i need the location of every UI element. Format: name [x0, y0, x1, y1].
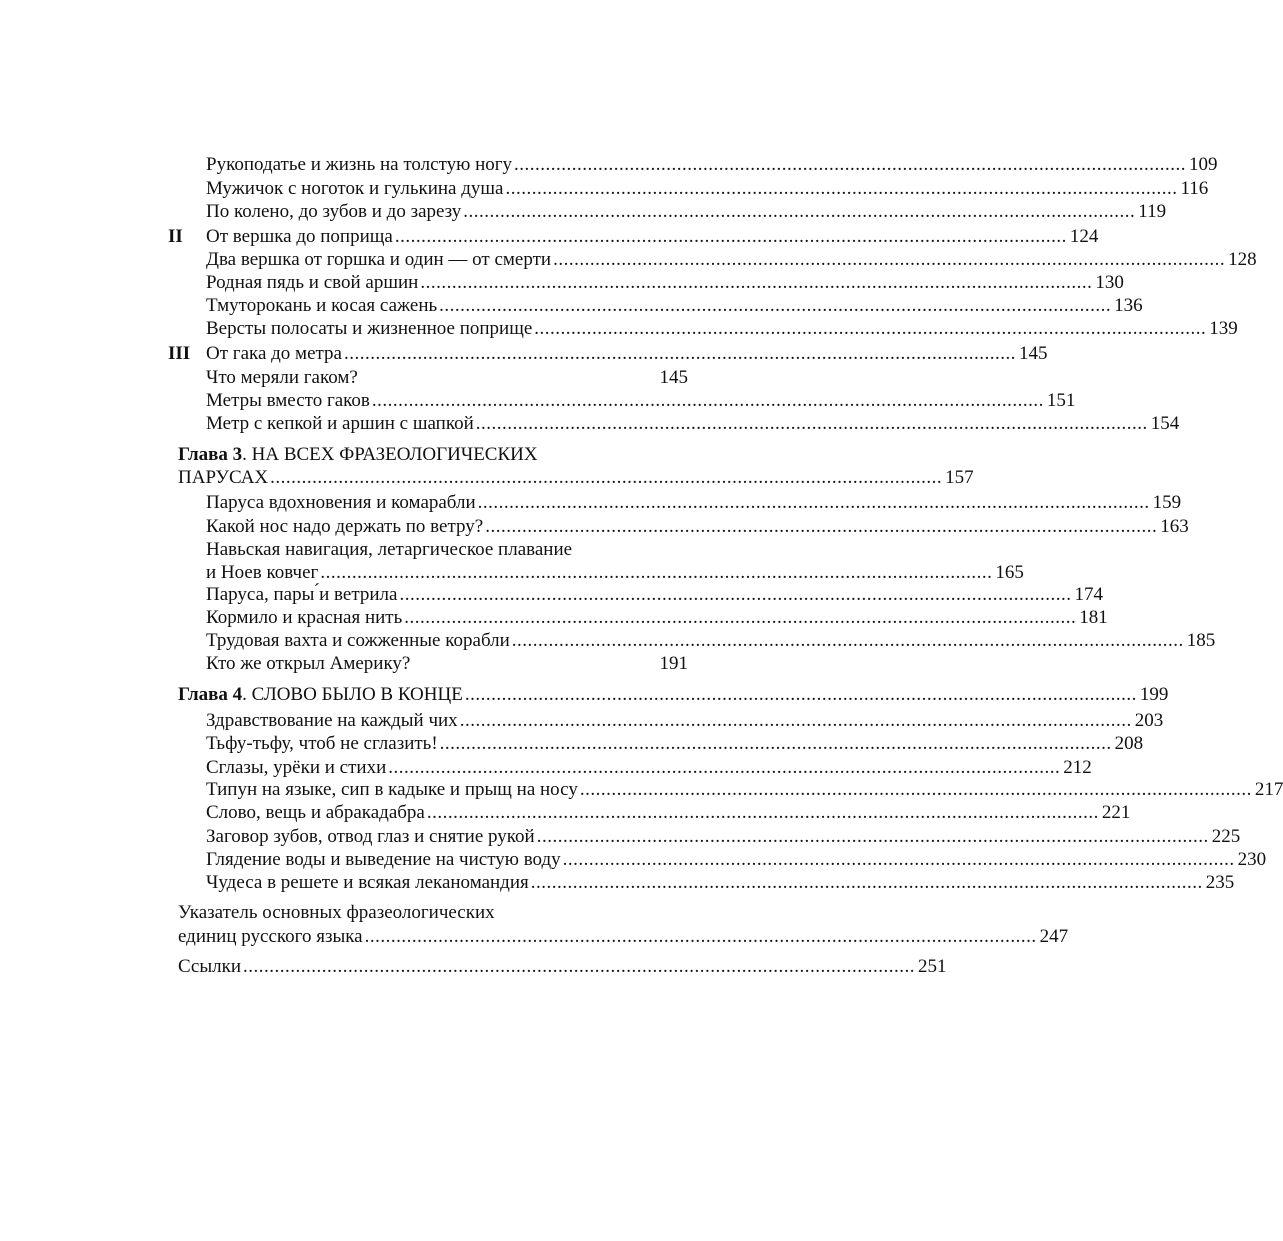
toc-entry-page: 130 [1095, 272, 1124, 293]
chapter-title: . СЛОВО БЫЛО В КОНЦЕ [242, 684, 463, 705]
toc-entry-title-line1: Указатель основных фразеологических [178, 902, 495, 923]
toc-entry-title: Кто же открыл Америку? [206, 653, 411, 674]
toc-entry-title: Слово, вещь и абракадабра [206, 802, 425, 823]
dot-leader: ................................................................................................................................ [420, 272, 1093, 293]
dot-leader: ................................................................................................................................ [399, 584, 1072, 605]
toc-entry-page: 128 [1228, 249, 1257, 270]
toc-entry-page: 163 [1160, 516, 1189, 537]
dot-leader: ................................................................................................................................ [505, 178, 1178, 199]
toc-entry-page: 225 [1211, 826, 1241, 847]
toc-entry [206, 849, 1267, 871]
toc-entry [178, 956, 947, 978]
dot-leader: ................................................................................................................................ [364, 926, 1037, 947]
dot-leader: ................................................................................................................................ [562, 849, 1235, 870]
toc-entry [206, 390, 1076, 412]
toc-entry-page: 159 [1152, 492, 1182, 513]
section-numeral: II [168, 226, 183, 247]
toc-entry [206, 802, 1131, 824]
toc-entry-page: 145 [1018, 343, 1048, 364]
toc-entry-title: Трудовая вахта и сожженные корабли [206, 630, 510, 651]
dot-leader: ................................................................................................................................ [343, 343, 1016, 364]
toc-entry-title: Тмуторокань и косая сажень [206, 295, 438, 316]
toc-entry [178, 684, 1169, 706]
toc-entry-page: 203 [1134, 710, 1164, 731]
chapter-heading [178, 444, 538, 466]
dot-leader: ................................................................................................................................ [477, 492, 1150, 513]
toc-entry-title: Здравствование на каждый чих [206, 710, 458, 731]
dot-leader: ................................................................................................................................ [463, 201, 1136, 222]
toc-entry-title: Заговор зубов, отвод глаз и снятие рукой [206, 826, 535, 847]
dot-leader: ................................................................................................................................ [388, 757, 1061, 778]
toc-entry [206, 343, 1048, 365]
toc-entry-page: 185 [1186, 630, 1216, 651]
dot-leader: ................................................................................................................................ [320, 562, 993, 583]
toc-entry-page: 199 [1139, 684, 1169, 705]
toc-entry-title: Метр с кепкой и аршин с шапкой [206, 413, 474, 434]
dot-leader: ................................................................................................................................ [426, 802, 1099, 823]
dot-leader: ................................................................................................................................ [511, 630, 1184, 651]
toc-entry [206, 584, 1103, 606]
toc-entry-page: 119 [1138, 201, 1167, 222]
toc-entry [206, 318, 1238, 340]
dot-leader: ................................................................................................................................ [404, 607, 1077, 628]
dot-leader: ................................................................................................................................ [464, 684, 1137, 705]
toc-entry-page: 191 [659, 653, 688, 674]
toc-entry [178, 926, 1069, 948]
toc-entry-title: Что меряли гаком? [206, 367, 358, 388]
toc-entry-title: Глядение воды и выведение на чистую воду [206, 849, 561, 870]
dot-leader: ................................................................................................................................ [530, 872, 1203, 893]
toc-entry-title: Рукоподатье и жизнь на толстую ногу [206, 154, 513, 175]
toc-entry-page: 221 [1101, 802, 1131, 823]
toc-entry [206, 733, 1144, 755]
toc-entry [206, 826, 1241, 848]
toc-entry-page: 124 [1069, 226, 1099, 247]
toc-entry-title: Какой нос надо держать по ветру? [206, 516, 484, 537]
toc-entry-title: Родная пядь и свой аршин [206, 272, 419, 293]
toc-entry-page: 151 [1046, 390, 1076, 411]
toc-entry-title: От гака до метра [206, 343, 342, 364]
toc-entry-page: 247 [1039, 926, 1069, 947]
toc-entry-title: Метры вместо гаков [206, 390, 370, 411]
toc-entry-page: 145 [659, 367, 688, 388]
toc-entry-title: От вершка до поприща [206, 226, 393, 247]
toc-entry [206, 178, 1209, 200]
toc-entry-title: Чудеса в решете и всякая леканомандия [206, 872, 529, 893]
toc-entry [206, 562, 1024, 584]
toc-entry [206, 367, 688, 389]
toc-entry [206, 710, 1164, 732]
chapter-label: Глава 4 [178, 684, 243, 705]
dot-leader: ................................................................................................................................ [459, 710, 1132, 731]
dot-leader: ................................................................................................................................ [242, 956, 915, 977]
toc-entry-page: 154 [1150, 413, 1180, 434]
toc-entry-page: 235 [1205, 872, 1235, 893]
toc-entry [206, 872, 1235, 894]
toc-entry-page: 139 [1209, 318, 1238, 339]
toc-entry-title: Типун на языке, сип в кадыке и прыщ на носу [206, 779, 578, 800]
toc-entry [206, 295, 1143, 317]
toc-entry [206, 201, 1167, 223]
dot-leader: ................................................................................................................................ [534, 318, 1207, 339]
toc-entry-page: 109 [1189, 154, 1218, 175]
dot-leader: ................................................................................................................................ [439, 733, 1112, 754]
toc-entry-title: Ссылки [178, 956, 241, 977]
toc-entry-page: 208 [1114, 733, 1144, 754]
toc-entry [206, 653, 688, 675]
toc-entry [206, 226, 1099, 248]
dot-leader: ................................................................................................................................ [536, 826, 1209, 847]
toc-entry [178, 467, 974, 489]
toc-entry-page: 157 [945, 467, 974, 488]
dot-leader: ................................................................................................................................ [371, 390, 1044, 411]
toc-entry [206, 607, 1108, 629]
dot-leader: ................................................................................................................................ [475, 413, 1148, 434]
dot-leader: ................................................................................................................................ [553, 249, 1226, 270]
toc-entry-page: 136 [1114, 295, 1143, 316]
section-numeral: III [168, 343, 191, 364]
toc-entry [206, 272, 1124, 294]
dot-leader: ................................................................................................................................ [394, 226, 1067, 247]
toc-entry [206, 154, 1218, 176]
toc-entry [206, 492, 1182, 514]
chapter-title-line1: . НА ВСЕХ ФРАЗЕОЛОГИЧЕСКИХ [242, 444, 538, 465]
toc-entry [206, 249, 1257, 271]
chapter-title-line2: ПАРУСАХ [178, 467, 269, 488]
dot-leader: ................................................................................................................................ [579, 779, 1252, 800]
dot-leader: ................................................................................................................................ [514, 154, 1187, 175]
toc-entry-title: Версты полосаты и жизненное поприще [206, 318, 533, 339]
toc-entry-page: 165 [995, 562, 1024, 583]
toc-entry-title: Паруса, пары ́и ветрила [206, 584, 398, 605]
toc-entry-title-line2: единиц русского языка [178, 926, 363, 947]
toc-entry-title: Мужичок с ноготок и гулькина душа [206, 178, 504, 199]
toc-entry-title-line1: Навьская навигация, летаргическое плавание [206, 539, 573, 560]
toc-entry [206, 630, 1216, 652]
toc-entry-title-line2: и Ноев ковчег [206, 562, 319, 583]
toc-entry-title: По колено, до зубов и до зарезу [206, 201, 462, 222]
toc-entry-title: Сглазы, урёки и стихи [206, 757, 387, 778]
toc-entry [206, 413, 1180, 435]
toc-entry [206, 779, 1283, 801]
toc-entry [206, 757, 1092, 779]
toc-entry-title: Два вершка от горшка и один — от смерти [206, 249, 552, 270]
toc-entry-title: Кормило и красная нить [206, 607, 403, 628]
toc-entry-page: 174 [1074, 584, 1103, 605]
toc-entry-page: 116 [1180, 178, 1209, 199]
dot-leader: ................................................................................................................................ [485, 516, 1158, 537]
toc-entry-page: 230 [1237, 849, 1267, 870]
toc-entry [206, 516, 1189, 538]
toc-entry-title: Тьфу-тьфу, чтоб не сглазить! [206, 733, 438, 754]
toc-entry-page: 212 [1063, 757, 1092, 778]
toc-entry-page: 181 [1079, 607, 1108, 628]
dot-leader: ................................................................................................................................ [439, 295, 1112, 316]
toc-entry-page: 251 [917, 956, 947, 977]
toc-entry-title: Паруса вдохновения и комарабли [206, 492, 476, 513]
dot-leader: ................................................................................................................................ [270, 467, 943, 488]
toc-entry-page: 217 [1254, 779, 1283, 800]
chapter-label: Глава 3 [178, 444, 243, 465]
chapter-heading [178, 684, 463, 706]
